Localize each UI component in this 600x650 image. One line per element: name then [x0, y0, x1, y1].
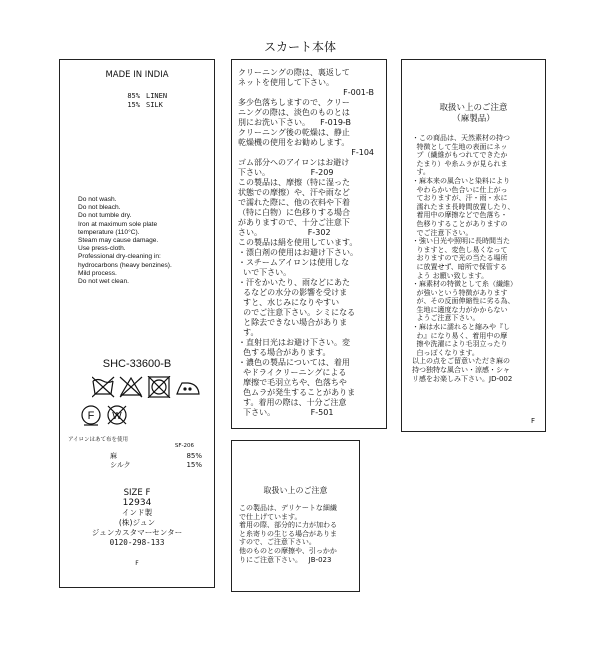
iron-medium-icon [177, 383, 199, 394]
text-line: のでご注意下さい。シミになる [238, 308, 356, 317]
text-line: で仕上げています。 [239, 512, 302, 521]
text-line: リ感をお楽しみ下さい。JD-002 [412, 374, 513, 383]
size-text: SIZE F [123, 488, 151, 498]
no-bleach-icon [120, 377, 142, 397]
text-line: さい。 F-302 [238, 228, 331, 237]
text-line: この製品は絹を使用しています。 [238, 238, 358, 247]
text-line: ておりますが、汗・雨・水に [412, 194, 508, 203]
text-line: 着用中の摩擦などで色落ち・ [412, 211, 508, 220]
text-line: この製品は、摩擦（特に湿った [238, 178, 350, 187]
text-line: りにご注意下さい。 JB-023 [239, 555, 332, 564]
text-line: F-001-B [343, 88, 374, 97]
size-block [60, 488, 214, 548]
text-line: す。着用の際は、十分ご注意 [238, 398, 347, 407]
text-line: 色する場合があります。 [238, 348, 331, 357]
text-line: す。 [412, 168, 430, 177]
text-line: るなどの水分の影響を受けま [238, 288, 348, 297]
text-line: 別にお洗い下さい。 F-019-B [238, 118, 352, 127]
text-line: おりますので光の当たる場所 [412, 254, 508, 263]
text-line: で濡れた際に、他の衣料や下着 [238, 198, 350, 207]
text-line: ・麻素材の特徴として糸（繊維） [412, 280, 517, 289]
text-line: 下さい。 F-209 [238, 168, 334, 177]
text-line: でご注意下さい。 [412, 228, 473, 237]
delicate-caution-title: 取扱い上のご注意 [263, 486, 328, 495]
dry-clean-f-icon [82, 406, 100, 425]
care-label-linen [401, 59, 546, 432]
text-line: ・麻本来の風合いと染料により [412, 176, 510, 185]
no-wet-clean-icon [108, 406, 126, 424]
text-line: 多少色落ちしますので、クリー [238, 98, 350, 107]
text-line: と糸寄りの生じる場合がありま [239, 529, 337, 538]
linen-caution-text [412, 134, 538, 383]
text-line: す。 [238, 328, 259, 337]
text-line: 生地に適度な力がかからない [412, 305, 508, 314]
text-line: ・汗をかいたり、雨などにあた [238, 278, 350, 287]
text-line: 着用の際、部分的に力が加わる [239, 521, 337, 530]
text-line: すと、水じみになりやすい [238, 298, 340, 307]
text-line: ・麻は水に濡れると縮みや『し [412, 323, 510, 332]
text-line: 下さい。 F-501 [238, 408, 334, 417]
delicate-caution-text [239, 504, 356, 564]
text-line: ゴム部分へのアイロンはお避け [238, 158, 350, 167]
text-line: 擦や洗濯により毛羽立ったり [412, 340, 508, 349]
text-line: に放置せず、暗所で保管する [412, 262, 507, 271]
text-line: やわらかい色合いに仕上がっ [412, 185, 508, 194]
f-mark: F [135, 560, 139, 567]
text-line: ・濃色の製品については、着用 [238, 358, 350, 367]
country-text: インド製 [121, 508, 153, 517]
svg-text:F: F [87, 410, 95, 422]
phone-number: 0120-298-133 [109, 538, 165, 547]
text-line: この製品は、デリケートな細繊 [239, 504, 337, 512]
page-title: スカート本体 [263, 40, 336, 54]
text-line: が、その反面伸縮性に劣る為、 [412, 297, 515, 306]
text-line: ・直射日光はお避け下さい。変 [238, 338, 350, 347]
text-line: 濡れたまま長時間放置したり、 [412, 202, 515, 211]
text-line: 持つ独特な風合い・涼感・シャ [412, 366, 510, 375]
text-line: 色移りすることがありますの [412, 219, 508, 228]
product-code: SHC-33600-B [102, 358, 172, 370]
text-line: たまり）や糸ムラが見られま [412, 159, 508, 168]
text-line: ・強い日光や照明に長時間当た [412, 237, 510, 246]
linen-caution-title: 取扱い上のご注意 （麻製品） [439, 103, 508, 124]
text-line: よう お願い致します。 [412, 271, 489, 280]
text-line: ・漂白剤の使用はお避け下さい。 [238, 248, 358, 257]
text-line: 他のものとの摩擦や、引っかか [239, 546, 337, 555]
care-label-delicate [231, 440, 360, 592]
text-line: がありますので、十分ご注意下 [238, 218, 350, 227]
text-line: 白っぽくなります。 [412, 348, 479, 357]
text-line: 色ムラが発生することがありま [238, 388, 356, 397]
text-line: ・スチームアイロンは使用しな [238, 258, 350, 267]
composition-jp [110, 452, 202, 470]
care-notes-text [238, 68, 374, 418]
text-line: ・この商品は、天然素材の持つ [412, 134, 510, 142]
composition-row: 麻 85% [110, 452, 202, 460]
text-line: ようご注意下さい。 [412, 314, 480, 323]
company-name: (株)ジュン [118, 518, 156, 527]
text-line: ニングの際は、淡色のものとは [238, 108, 350, 117]
care-label-main [59, 59, 215, 588]
text-line: プ（繊維がもつれてできたか [412, 151, 508, 160]
text-line: ネットを使用して下さい。 [238, 78, 334, 87]
composition-row: シルク 15% [110, 461, 202, 469]
text-line: わ』になり易く、着用中の摩 [412, 331, 508, 340]
text-line: が強いという特徴があります [412, 288, 508, 297]
svg-text:W: W [112, 411, 122, 422]
text-line: いで下さい。 [238, 268, 292, 277]
text-line: と除去できない場合がありま [238, 318, 348, 327]
made-in-text: MADE IN INDIA [105, 70, 169, 80]
text-line: クリーニング後の乾燥は、静止 [238, 128, 350, 137]
fiber-row: 15% SILK [127, 101, 163, 109]
text-line: 以上の点をご留意いただき麻の [412, 357, 510, 366]
sf-code: SF-206 [174, 443, 194, 449]
item-number: 12934 [122, 498, 152, 508]
text-line: りますと、変色し易くなって [412, 245, 508, 254]
care-symbols-row1 [92, 376, 202, 398]
text-line: クリーニングの際は、裏返して [238, 68, 350, 77]
care-label-notes [231, 59, 387, 429]
text-line: 乾燥機の使用をお勧めします。 [238, 138, 350, 147]
text-line: すので、ご注意下さい。 [239, 538, 316, 547]
text-line: 状態での摩擦）や、汗や雨など [238, 188, 350, 197]
fiber-row: 85% LINEN [127, 92, 168, 100]
care-instructions-en: Do not wash. Do not bleach. Do not tumble dry. Iron at maximum sole plate temperature (110°C). Steam may cause damage. Use press-cloth. Professional dry-cleaning in: hydrocarbons (heavy benzines). Mild process. Do not wet clean. [78, 196, 172, 286]
text-line: やドライクリーニングによる [238, 368, 347, 377]
text-line: 特徴として生地の表面にネッ [412, 142, 508, 151]
f-mark: F [530, 417, 535, 425]
fiber-list [114, 92, 167, 110]
text-line: F-104 [351, 148, 374, 157]
no-tumble-dry-icon [148, 376, 170, 398]
no-wash-icon [92, 377, 114, 397]
care-symbols-row2 [80, 404, 130, 426]
customer-center: ジュンカスタマーセンター [91, 528, 183, 537]
text-line: 摩擦で毛羽立ちや、色落ちや [238, 378, 347, 387]
text-line: （特に白物）に色移りする場合 [238, 208, 350, 217]
iron-cloth-note: アイロンはあて布を使用 [68, 437, 129, 443]
